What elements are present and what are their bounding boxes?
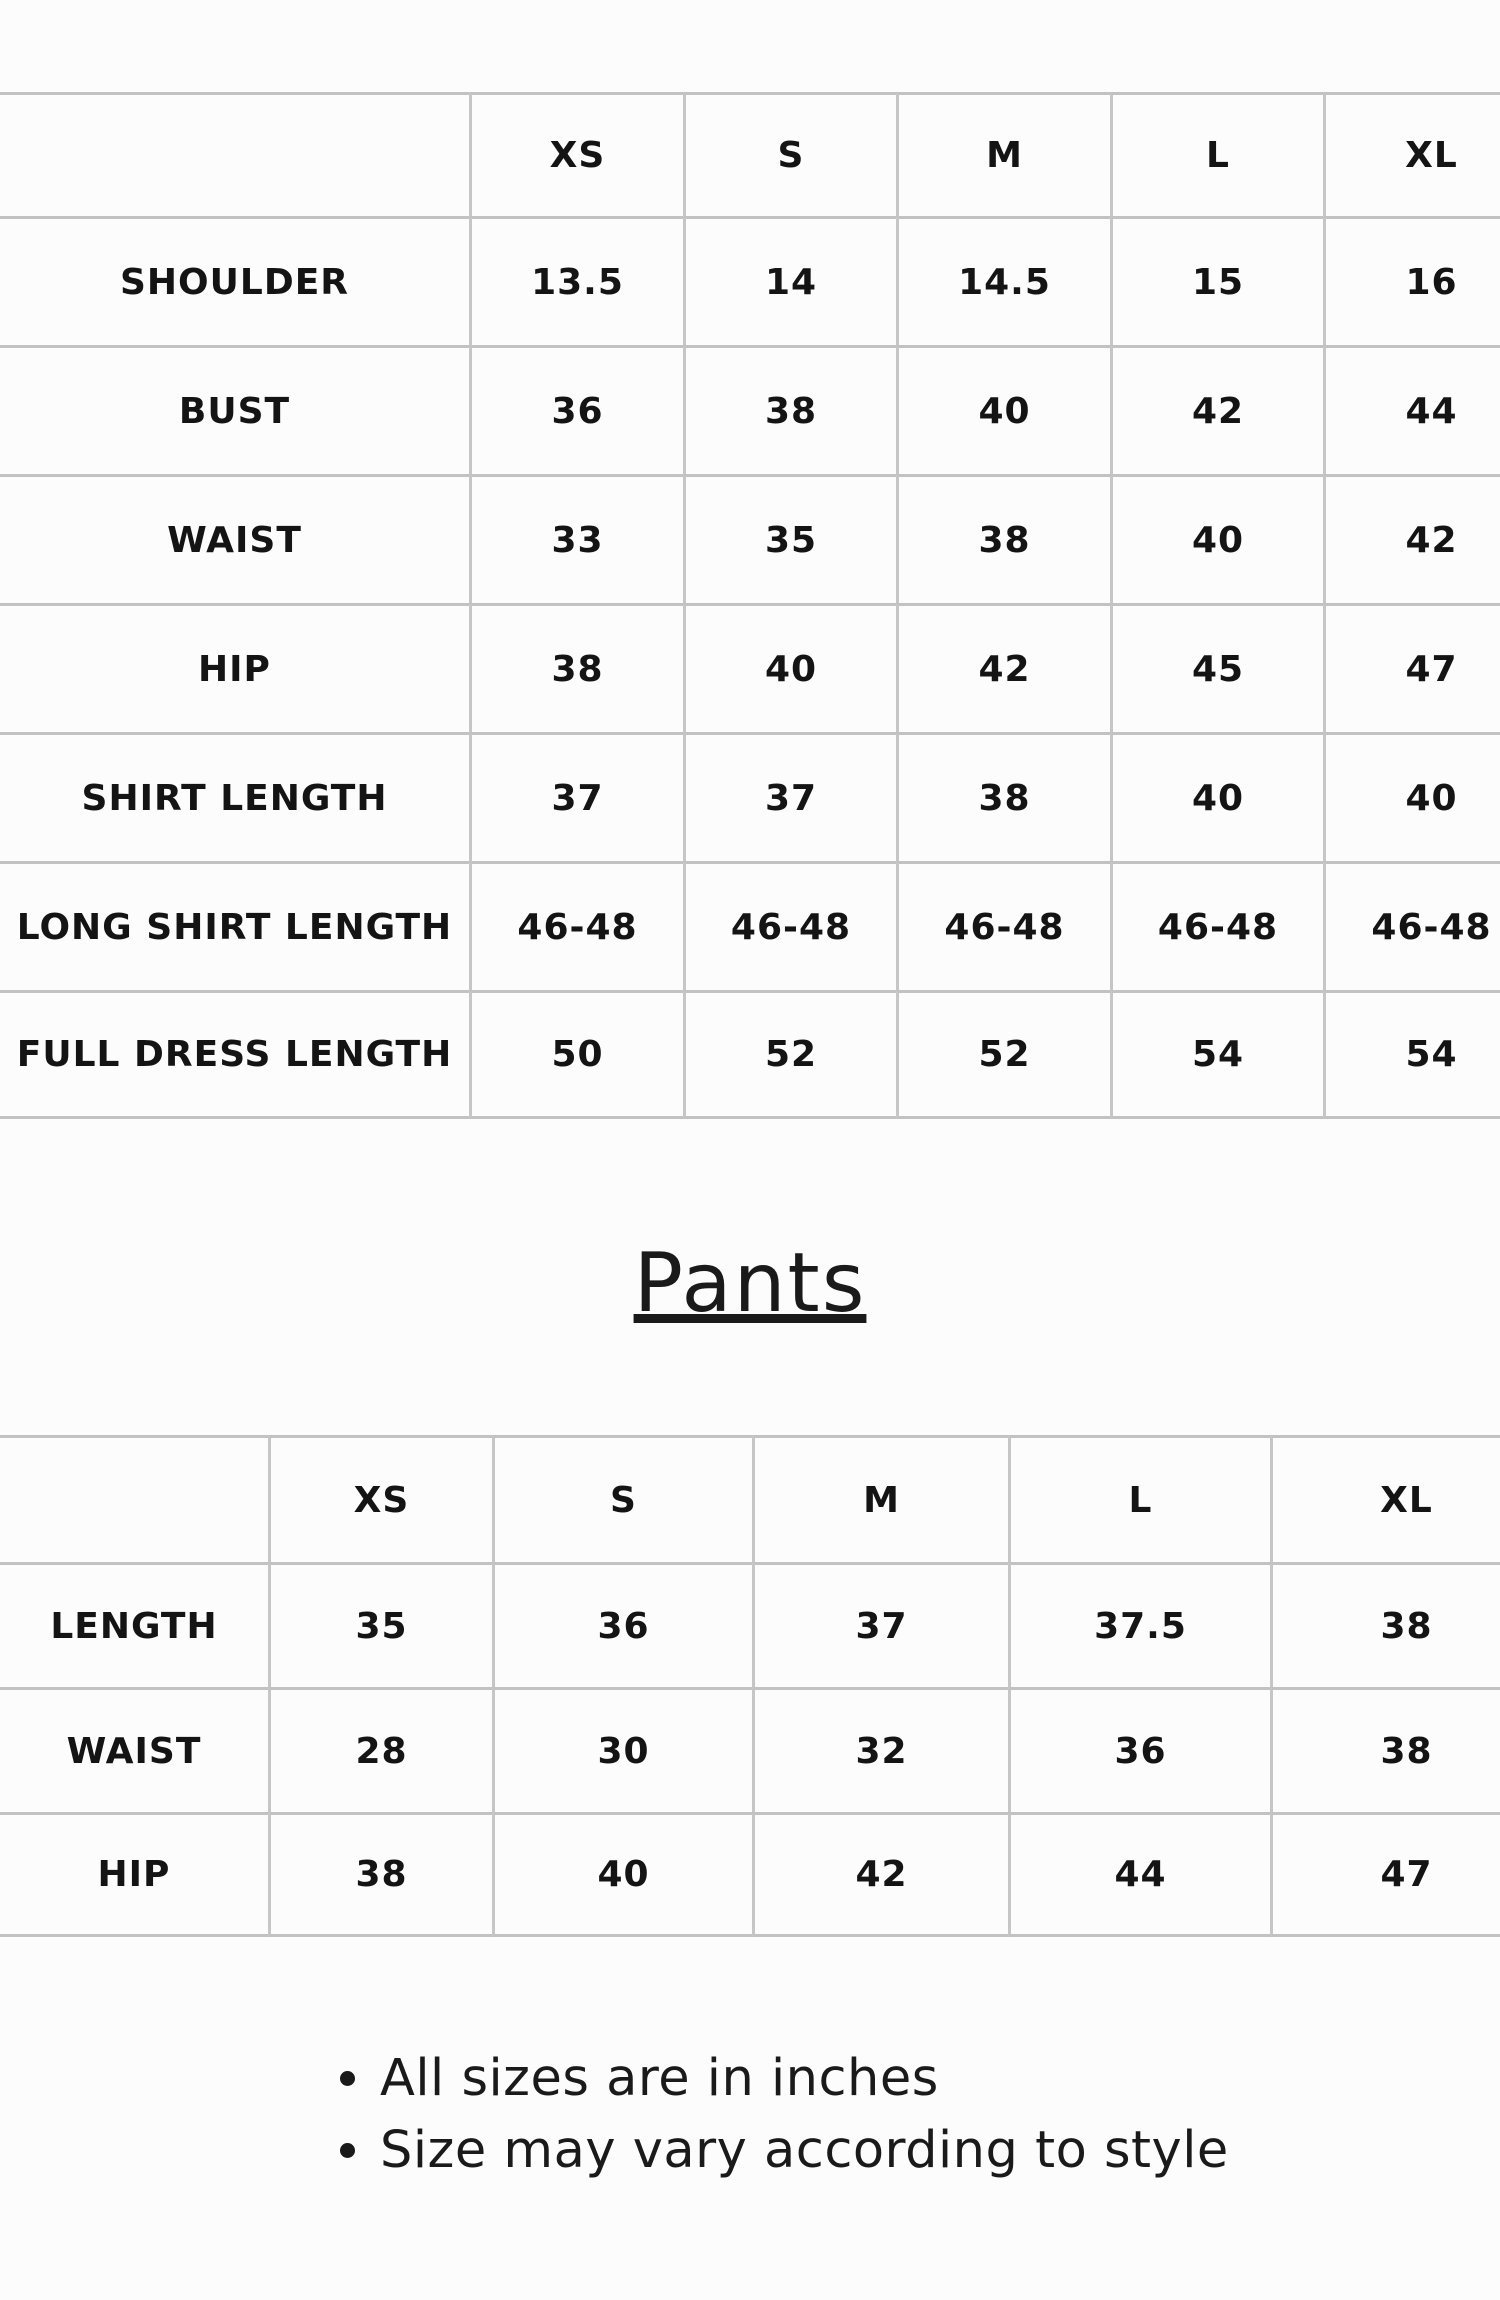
cell-waist-xs: 28 — [268, 1687, 492, 1812]
corner-cell — [0, 1435, 268, 1562]
column-header-xl: XL — [1323, 92, 1500, 216]
tops-size-table — [0, 92, 1500, 1119]
cell-shoulder-s: 14 — [683, 216, 896, 345]
cell-shirt-length-l: 40 — [1110, 732, 1323, 861]
row-label-bust: BUST — [0, 345, 469, 474]
row-label-hip: HIP — [0, 603, 469, 732]
cell-long-shirt-length-xs: 46-48 — [469, 861, 683, 990]
cell-shirt-length-xs: 37 — [469, 732, 683, 861]
note-sizes-in-inches — [340, 2043, 1229, 2115]
cell-hip-m: 42 — [752, 1812, 1008, 1937]
pants-section-heading: Pants — [633, 1236, 867, 1331]
cell-waist-xl: 38 — [1270, 1687, 1500, 1812]
cell-shoulder-xs: 13.5 — [469, 216, 683, 345]
cell-waist-s: 35 — [683, 474, 896, 603]
column-header-xs: XS — [469, 92, 683, 216]
column-header-m: M — [896, 92, 1110, 216]
column-header-xl: XL — [1270, 1435, 1500, 1562]
cell-shirt-length-s: 37 — [683, 732, 896, 861]
cell-bust-m: 40 — [896, 345, 1110, 474]
bullet-icon — [340, 2071, 355, 2086]
cell-hip-m: 42 — [896, 603, 1110, 732]
cell-full-dress-length-s: 52 — [683, 990, 896, 1119]
cell-hip-s: 40 — [492, 1812, 752, 1937]
row-label-hip: HIP — [0, 1812, 268, 1937]
cell-full-dress-length-xs: 50 — [469, 990, 683, 1119]
cell-shoulder-xl: 16 — [1323, 216, 1500, 345]
cell-full-dress-length-xl: 54 — [1323, 990, 1500, 1119]
cell-full-dress-length-m: 52 — [896, 990, 1110, 1119]
cell-waist-l: 40 — [1110, 474, 1323, 603]
row-label-shoulder: SHOULDER — [0, 216, 469, 345]
cell-long-shirt-length-m: 46-48 — [896, 861, 1110, 990]
cell-bust-xl: 44 — [1323, 345, 1500, 474]
row-label-shirt-length: SHIRT LENGTH — [0, 732, 469, 861]
row-label-waist: WAIST — [0, 1687, 268, 1812]
cell-length-m: 37 — [752, 1562, 1008, 1687]
cell-full-dress-length-l: 54 — [1110, 990, 1323, 1119]
note-text: All sizes are in inches — [380, 2049, 939, 2108]
column-header-l: L — [1008, 1435, 1270, 1562]
cell-bust-xs: 36 — [469, 345, 683, 474]
pants-heading-wrap — [0, 1236, 1500, 1331]
cell-bust-l: 42 — [1110, 345, 1323, 474]
cell-hip-xl: 47 — [1323, 603, 1500, 732]
cell-bust-s: 38 — [683, 345, 896, 474]
row-label-long-shirt-length: LONG SHIRT LENGTH — [0, 861, 469, 990]
cell-hip-xl: 47 — [1270, 1812, 1500, 1937]
note-text: Size may vary according to style — [380, 2121, 1229, 2180]
bullet-icon — [340, 2143, 355, 2158]
cell-length-xl: 38 — [1270, 1562, 1500, 1687]
cell-waist-xl: 42 — [1323, 474, 1500, 603]
cell-long-shirt-length-l: 46-48 — [1110, 861, 1323, 990]
cell-shoulder-m: 14.5 — [896, 216, 1110, 345]
pants-size-table — [0, 1435, 1500, 1937]
cell-waist-l: 36 — [1008, 1687, 1270, 1812]
cell-shirt-length-m: 38 — [896, 732, 1110, 861]
notes-list — [340, 2043, 1229, 2187]
row-label-length: LENGTH — [0, 1562, 268, 1687]
cell-length-xs: 35 — [268, 1562, 492, 1687]
cell-length-l: 37.5 — [1008, 1562, 1270, 1687]
cell-long-shirt-length-s: 46-48 — [683, 861, 896, 990]
cell-shoulder-l: 15 — [1110, 216, 1323, 345]
cell-hip-xs: 38 — [469, 603, 683, 732]
cell-waist-m: 38 — [896, 474, 1110, 603]
row-label-full-dress-length: FULL DRESS LENGTH — [0, 990, 469, 1119]
cell-waist-xs: 33 — [469, 474, 683, 603]
column-header-s: S — [683, 92, 896, 216]
cell-waist-s: 30 — [492, 1687, 752, 1812]
cell-hip-xs: 38 — [268, 1812, 492, 1937]
note-size-may-vary — [340, 2115, 1229, 2187]
cell-waist-m: 32 — [752, 1687, 1008, 1812]
cell-hip-s: 40 — [683, 603, 896, 732]
cell-long-shirt-length-xl: 46-48 — [1323, 861, 1500, 990]
column-header-l: L — [1110, 92, 1323, 216]
cell-hip-l: 44 — [1008, 1812, 1270, 1937]
column-header-m: M — [752, 1435, 1008, 1562]
row-label-waist: WAIST — [0, 474, 469, 603]
cell-shirt-length-xl: 40 — [1323, 732, 1500, 861]
column-header-xs: XS — [268, 1435, 492, 1562]
cell-hip-l: 45 — [1110, 603, 1323, 732]
column-header-s: S — [492, 1435, 752, 1562]
cell-length-s: 36 — [492, 1562, 752, 1687]
corner-cell — [0, 92, 469, 216]
